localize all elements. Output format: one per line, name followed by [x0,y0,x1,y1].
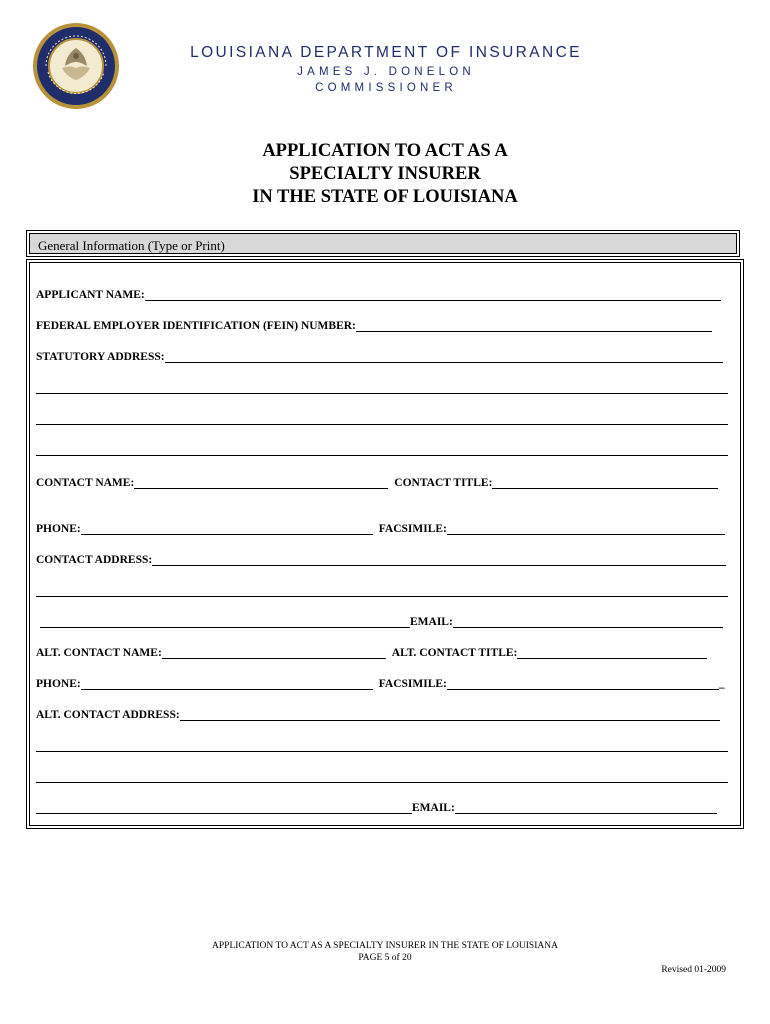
title-line-1: APPLICATION TO ACT AS A [262,141,508,161]
phone-row [36,519,725,535]
alt-contact-address-line-3 [36,767,728,783]
statutory-address-label: STATUTORY ADDRESS: [36,351,165,363]
alt-contact-address-field[interactable] [180,708,720,721]
contact-address-label: CONTACT ADDRESS: [36,554,153,566]
statutory-address-line-4 [36,440,728,456]
alt-phone-field[interactable] [81,677,373,690]
phone-label: PHONE: [36,523,81,535]
alt-email-label: EMAIL: [412,802,455,814]
facsimile-label: FACSIMILE: [378,523,447,535]
revision-date: Revised 01-2009 [661,965,726,975]
title-line-2: SPECIALTY INSURER [289,164,481,184]
statutory-address-row [36,347,723,363]
alt-contact-address-label: ALT. CONTACT ADDRESS: [36,709,180,721]
alt-contact-title-label: ALT. CONTACT TITLE: [391,647,518,659]
contact-title-field[interactable] [492,476,718,489]
contact-address-field[interactable] [152,553,726,566]
alt-facsimile-suffix: _ [718,678,725,690]
email-field[interactable] [453,615,723,628]
document-title [0,140,770,209]
alt-contact-address-field-4[interactable] [36,801,412,814]
footer-page-number: PAGE 5 of 20 [358,953,412,963]
contact-address-row [36,550,726,566]
statutory-address-field-3[interactable] [36,412,728,425]
contact-name-field[interactable] [134,476,388,489]
contact-address-line-2 [36,581,728,597]
contact-name-label: CONTACT NAME: [36,477,135,489]
alt-facsimile-label: FACSIMILE: [378,678,447,690]
contact-address-field-3[interactable] [40,615,410,628]
agency-header [176,44,596,94]
fein-label: FEDERAL EMPLOYER IDENTIFICATION (FEIN) NUMBER: [36,320,356,332]
phone-field[interactable] [81,522,373,535]
contact-address-field-2[interactable] [36,584,728,597]
louisiana-state-seal-icon [32,22,120,110]
statutory-address-line-3 [36,409,728,425]
alt-contact-address-row [36,705,720,721]
alt-contact-address-line-2 [36,736,728,752]
alt-contact-title-field[interactable] [517,646,707,659]
statutory-address-line-2 [36,378,728,394]
alt-contact-name-label: ALT. CONTACT NAME: [36,647,162,659]
section-header [26,230,740,257]
page-footer [0,940,770,964]
alt-phone-row [36,674,725,690]
alt-contact-name-field[interactable] [162,646,386,659]
contact-name-row [36,473,718,489]
fein-row [36,316,712,332]
applicant-name-field[interactable] [145,288,721,301]
alt-email-row [36,798,717,814]
section-heading: General Information (Type or Print) [29,233,737,254]
email-row [36,612,723,628]
commissioner-name: JAMES J. DONELON [297,66,475,78]
alt-contact-address-field-2[interactable] [36,739,728,752]
applicant-name-label: APPLICANT NAME: [36,289,145,301]
alt-phone-label: PHONE: [36,678,81,690]
alt-facsimile-field[interactable] [447,677,719,690]
contact-title-label: CONTACT TITLE: [394,477,493,489]
email-label: EMAIL: [410,616,453,628]
facsimile-field[interactable] [447,522,725,535]
statutory-address-field[interactable] [165,350,723,363]
statutory-address-field-2[interactable] [36,381,728,394]
fein-field[interactable] [356,319,712,332]
applicant-name-row [36,285,721,301]
statutory-address-field-4[interactable] [36,443,728,456]
general-information-form [26,259,744,829]
alt-email-field[interactable] [455,801,717,814]
title-line-3: IN THE STATE OF LOUISIANA [252,187,518,207]
alt-contact-address-field-3[interactable] [36,770,728,783]
agency-name: LOUISIANA DEPARTMENT OF INSURANCE [190,44,582,61]
commissioner-title: COMMISSIONER [315,82,457,94]
alt-contact-name-row [36,643,707,659]
footer-document-title: APPLICATION TO ACT AS A SPECIALTY INSURER IN THE STATE OF LOUISIANA [212,941,558,951]
